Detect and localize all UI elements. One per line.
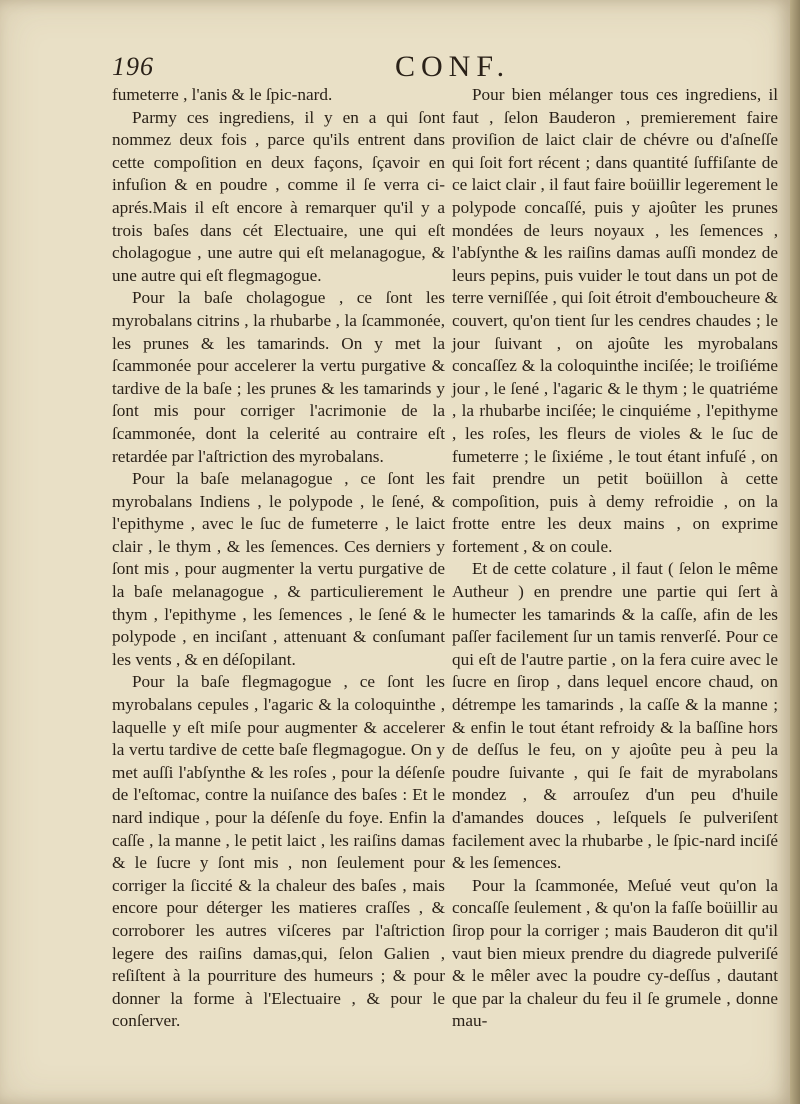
paragraph: Pour la baſe cholagogue , ce ſont les myrobalans citrins , la rhubarbe , la ſcammonée, les prunes & les tamarinds. On y met la ſcammonée pour accelerer la vertu purgative & tardive de la baſe ; les prunes & les tamarinds y ſont mis pour corriger l'acrimonie de la ſcammonée, dont la celerité au contraire eſt retardée par l'aſtriction des myrobalans. — [112, 288, 445, 466]
paragraph: Pour la baſe flegmagogue , ce ſont les myrobalans cepules , l'agaric & la coloquinthe , laquelle y eſt miſe pour augmenter & accelerer la vertu tardive de cette baſe flegmagogue. On y met auſſi l'abſynthe & les roſes , pour la déſenſe de l'eſtomac, contre la nuiſance des baſes : Et le nard indique , pour la déſenſe du foye. Enfin la caſſe , la manne , le petit laict , les raiſins damas & le ſucre y ſont mis , non ſeulement pour corriger la ſiccité & la chaleur des baſes , mais encore pour déterger les matieres craſſes , & corroborer les autres viſceres par l'aſtriction legere des raiſins damas,qui, ſelon Galien , reſiſtent à la pourriture des humeurs ; & pour donner la forme à l'Electuaire , & pour le conſerver. — [112, 672, 445, 1031]
left-column — [112, 84, 445, 1033]
paragraph: Pour la baſe melanagogue , ce ſont les myrobalans Indiens , le polypode , le ſené, & l'epithyme , avec le ſuc de fumeterre , le laict clair , le thym , & les ſemences. Ces derniers y ſont mis , pour augmenter la vertu purgative de la baſe melanagogue , & particulierement le thym , l'epithyme , les ſemences , le ſené & le polypode , en inciſant , attenuant & conſumant les vents , & en déſopilant. — [112, 469, 445, 669]
paragraph: Et de cette colature , il faut ( ſelon le même Autheur ) en prendre une partie qui ſert à humecter les tamarinds & la caſſe, afin de les paſſer facilement ſur un tamis renverſé. Pour ce qui eſt de l'autre partie , on la fera cuire avec le ſucre en ſirop , dans lequel encore chaud, on détrempe les tamarinds , la caſſe & la manne ; & enfin le tout étant refroidy & la baſſine hors de deſſus le feu, on y ajoûte peu à peu la poudre ſuivante , qui ſe fait de myrabolans mondez , & arrouſez d'un peu d'huile d'amandes douces , leſquels ſe pulveriſent facilement avec la rhubarbe , le ſpic-nard inciſé & les ſemences. — [452, 559, 778, 873]
right-column — [452, 84, 778, 1033]
running-title: CONF. — [395, 50, 511, 83]
paragraph: fumeterre , l'anis & le ſpic-nard. — [112, 85, 333, 104]
page-edge — [790, 0, 800, 1104]
paragraph: Pour la ſcammonée, Meſué veut qu'on la concaſſe ſeulement , & qu'on la faſſe boüillir au ſirop pour la corriger ; mais Bauderon dit qu'il vaut bien mieux prendre du diagrede pulveriſé & le mêler avec la poudre cy-deſſus , dautant que par la chaleur du feu il ſe grumele , donne mau- — [452, 875, 778, 1031]
paragraph: Pour bien mélanger tous ces ingrediens, il faut , ſelon Bauderon , premierement faire proviſion de laict clair de chévre ou d'aſneſſe qui ſoit fort récent ; dans quantité ſuffiſante de ce laict clair , il faut faire boüillir legerement le polypode concaſſé, puis y ajoûter les prunes mondées de leurs noyaux , les ſemences , l'abſynthe & les raiſins damas auſſi mondez de leurs pepins, puis vuider le tout dans un pot de terre verniſſée , qui ſoit étroit d'embouchеure & couvert, qu'on tient ſur les cendres chaudes ; le jour ſuivant , on ajoûte les myrobalans concaſſez & la coloquinthe inciſée; le troiſiéme jour , le ſené , l'agaric & le thym ; le quatriéme , la rhubarbe inciſée; le cinquiéme , l'epithyme , les roſes, les fleurs de violes & le ſuc de fumeterre ; le ſixiéme , le tout étant infuſé , on fait prendre un petit boüillon à cette compoſition, puis à demy refroidie , on la frotte entre les deux mains , on exprime fortement , & on coule. — [452, 85, 778, 556]
page-number: 196 — [112, 52, 154, 81]
paragraph: Parmy ces ingrediens, il y en a qui ſont nommez deux fois , parce qu'ils entrent dans cette compoſition en deux façons, ſçavoir en infuſion & en poudre , comme il ſe verra ci-aprés.Mais il eſt encore à remarquer qu'il y a trois baſes dans cét Electuaire, une qui eſt cholagogue , une autre qui eſt melanagogue, & une autre qui eſt flegmagogue. — [112, 107, 445, 285]
